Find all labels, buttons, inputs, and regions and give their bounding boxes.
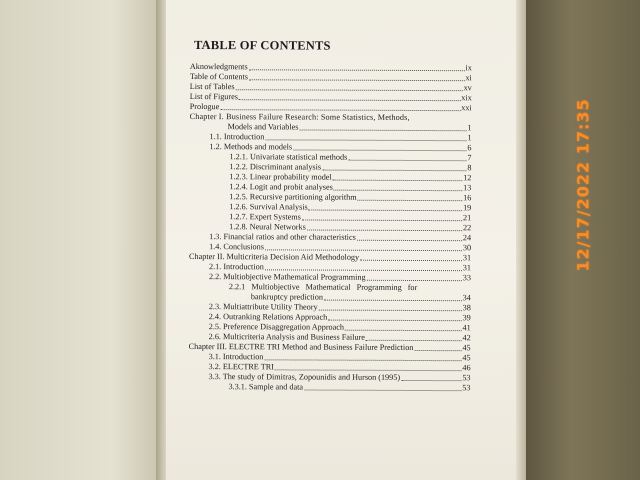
toc-chapter-1-line1: Chapter I. Business Failure Research: Some Statistics, Methods, [189, 111, 410, 122]
toc-leader-dots [265, 139, 466, 141]
toc-page-number: 13 [463, 183, 472, 193]
toc-leader-dots [264, 359, 461, 361]
toc-entry-label: 2.6. Multicriteria Analysis and Business Failure [208, 332, 365, 342]
toc-leader-dots [366, 340, 462, 341]
toc-entry-label: Table of Contents [189, 71, 248, 82]
toc-page-number: 12 [463, 173, 472, 183]
toc-leader-dots [367, 280, 462, 281]
toc-entry-label: 2.2. Multiobjective Mathematical Programming [208, 272, 366, 282]
toc-entry-label: 3.1. Introduction [208, 352, 264, 362]
toc-page-number: 53 [462, 383, 471, 393]
toc-entry-label: 1.1. Introduction [209, 132, 265, 142]
toc-page-number: 7 [467, 153, 472, 163]
toc-entry-label: 2.3. Multiattribute Utility Theory [208, 302, 318, 312]
toc-page-number: 1 [467, 133, 472, 143]
toc-entry-label: 2.4. Outranking Relations Approach [208, 312, 328, 322]
toc-sections-2-3 [188, 302, 470, 393]
toc-page-number: 33 [462, 273, 471, 283]
toc-leader-dots [345, 330, 462, 332]
toc-page-number: 30 [462, 243, 472, 253]
toc-leader-dots [357, 240, 462, 241]
toc-leader-dots [322, 170, 466, 172]
toc-page-number: 22 [462, 223, 472, 233]
toc-leader-dots [239, 99, 460, 101]
toc-page-number: 16 [463, 193, 472, 203]
toc-chapter-1 [190, 112, 472, 133]
toc-leader-dots [220, 109, 460, 111]
toc-entry-label: 2.1. Introduction [208, 262, 264, 272]
toc-front-matter [190, 62, 472, 113]
toc-title: TABLE OF CONTENTS [193, 38, 331, 53]
toc-leader-dots [307, 230, 462, 232]
toc-page-number: 42 [462, 333, 471, 343]
toc-leader-dots [293, 149, 466, 151]
toc-entry-label: 3.2. ELECTRE TRI [208, 362, 274, 372]
table-of-contents [188, 38, 472, 393]
toc-page-number: 41 [462, 323, 471, 333]
toc-page-number: 21 [463, 213, 472, 223]
toc-entry-label: 3.3.1. Sample and data [228, 382, 304, 392]
toc-page-number: 38 [462, 303, 471, 313]
toc-page-number: 1 [467, 123, 472, 133]
toc-leader-dots [265, 269, 462, 271]
toc-entry-label: 1.2. Methods and models [209, 142, 293, 152]
toc-page-number: ix [465, 63, 472, 73]
toc-entry-label: List of Figures [189, 91, 238, 102]
toc-page-number: 6 [467, 143, 472, 153]
toc-page-number: xxi [461, 103, 472, 113]
toc-leader-dots [319, 310, 462, 312]
toc-page-number: xix [461, 93, 472, 103]
toc-page-number: 31 [462, 253, 472, 263]
toc-leader-dots [358, 200, 462, 201]
toc-entry [190, 102, 472, 113]
toc-leader-dots [401, 380, 461, 381]
photo-timestamp: 12/17/2022 17:35 [573, 98, 593, 272]
toc-leader-dots [236, 89, 463, 91]
toc-page-number: 53 [462, 373, 471, 383]
toc-entry-label: 1.2.5. Recursive partitioning algorithm [229, 192, 357, 202]
toc-entry-label: Aknowledgments [189, 61, 248, 72]
toc-leader-dots [249, 79, 465, 81]
toc-entry [188, 382, 470, 393]
page-edge [516, 0, 526, 480]
toc-entry-label: 1.2.4. Logit and probit analyses [229, 182, 333, 192]
toc-leader-dots [275, 369, 461, 371]
toc-page-number: 8 [467, 163, 472, 173]
toc-sections-1-2 [189, 132, 472, 283]
toc-page-number: xi [465, 73, 472, 83]
toc-leader-dots [348, 160, 466, 162]
toc-entry-label: List of Tables [189, 81, 235, 92]
toc-entry-label: Prologue [189, 101, 220, 112]
toc-leader-dots [414, 350, 461, 351]
toc-entry-label: 1.3. Financial ratios and other characteristics [209, 232, 356, 242]
toc-leader-dots [265, 249, 462, 251]
toc-leader-dots [309, 210, 462, 212]
toc-entry-label: 1.2.1. Univariate statistical methods [229, 152, 348, 162]
toc-entry-label: 1.2.7. Expert Systems [229, 212, 301, 222]
toc-page-number: 24 [462, 233, 472, 243]
toc-leader-dots [360, 260, 462, 261]
toc-chapter-1-line2: Models and Variables 1 [227, 122, 472, 133]
toc-entry-label: Chapter II. Multicriteria Decision Aid Methodology [189, 251, 360, 262]
toc-leader-dots [334, 190, 462, 192]
toc-entry-label: 2.5. Preference Disaggregation Approach [208, 322, 345, 332]
toc-page-number: 46 [462, 363, 471, 373]
toc-section-2-2-1-line2: bankruptcy prediction 34 [250, 292, 471, 303]
toc-entry-label: 1.2.3. Linear probability model [229, 172, 332, 182]
toc-leader-dots [328, 320, 461, 322]
toc-page-number: 45 [462, 343, 471, 353]
toc-page-number: 45 [462, 353, 471, 363]
toc-entry-label: 1.4. Conclusions [209, 242, 264, 252]
toc-entry-label: 1.2.6. Survival Analysis [229, 202, 308, 212]
toc-entry-label: 1.2.2. Discriminant analysis [229, 162, 322, 172]
toc-page-number: xv [463, 83, 472, 93]
toc-section-2-2-1-line1: 2.2.1 Multiobjective Mathematical Programming for [228, 282, 418, 292]
toc-leader-dots [302, 219, 462, 221]
toc-entry [189, 272, 471, 283]
toc-section-2-2-1 [189, 282, 471, 303]
toc-leader-dots [304, 390, 461, 392]
toc-entry-label: 3.3. The study of Dimitras, Zopounidis and Hurson (1995) [208, 372, 401, 382]
toc-page-number: 19 [463, 203, 472, 213]
left-page [0, 0, 160, 480]
toc-entry-label: 1.2.8. Neural Networks [229, 222, 306, 232]
toc-page-number: 31 [462, 263, 472, 273]
toc-page-number: 39 [462, 313, 471, 323]
toc-page-number: 34 [462, 293, 471, 303]
toc-leader-dots [333, 180, 462, 182]
toc-leader-dots [249, 69, 465, 71]
toc-entry-label: Chapter III. ELECTRE TRI Method and Business Failure Prediction [188, 341, 414, 352]
